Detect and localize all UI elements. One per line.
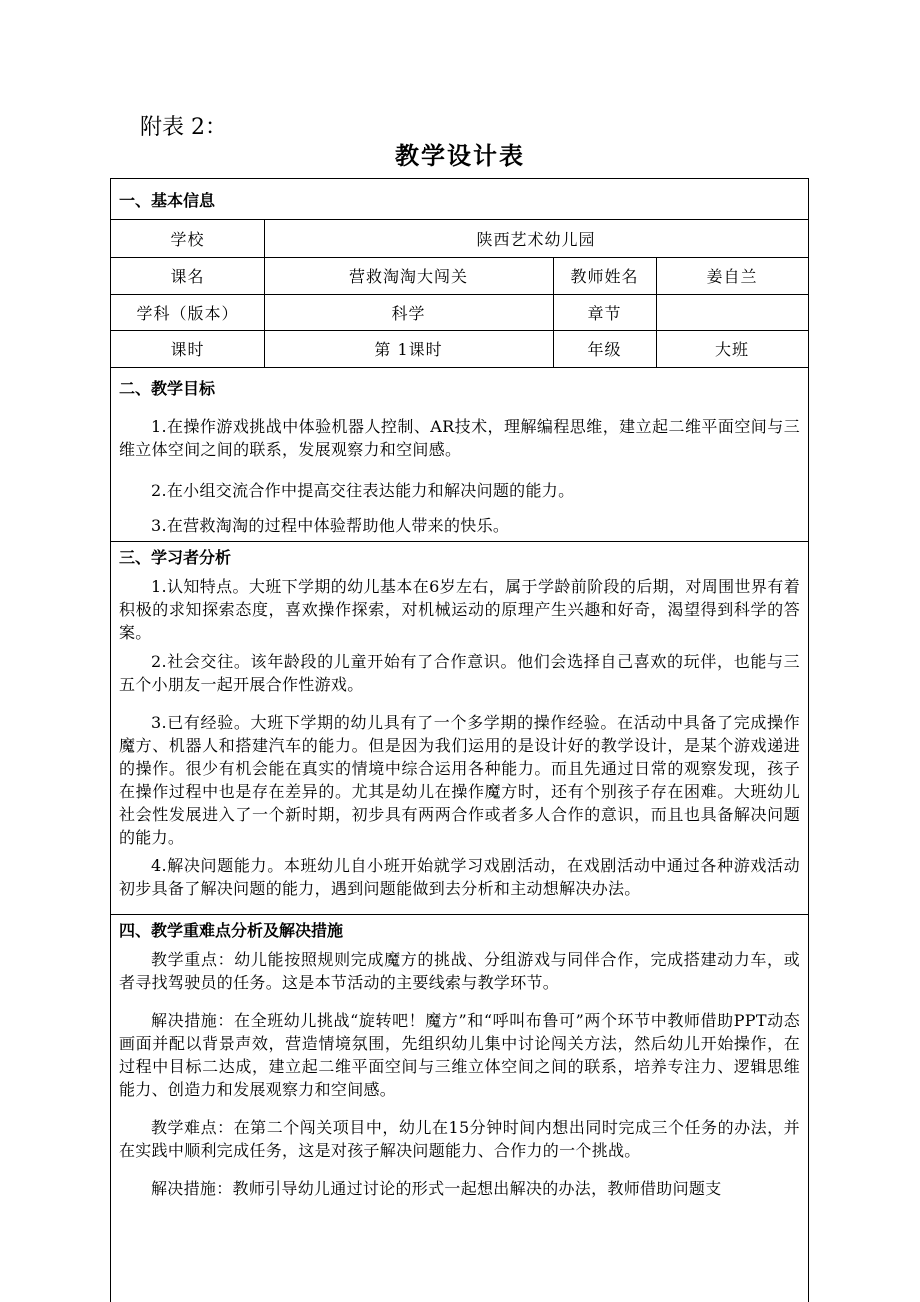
learner-item-1: 1.认知特点。大班下学期的幼儿基本在6岁左右，属于学龄前阶段的后期，对周围世界有着积极的求知探索态度，喜欢操作探索，对机械运动的原理产生兴趣和好奇，渴望得到科学的答案。	[119, 577, 800, 642]
learner-item-2: 2.社会交往。该年龄段的儿童开始有了合作意识。他们会选择自己喜欢的玩伴，也能与三五个小朋友一起开展合作性游戏。	[119, 652, 800, 694]
course-value: 营救淘淘大闯关	[348, 267, 468, 286]
learner-item-4: 4.解决问题能力。本班幼儿自小班开始就学习戏剧活动，在戏剧活动中通过各种游戏活动初步具备了解决问题的能力，遇到问题能做到去分析和主动想解决办法。	[119, 856, 800, 898]
grade-value: 大班	[714, 340, 749, 359]
school-label: 学校	[170, 229, 205, 249]
difficulty-text: 教学难点：在第二个闯关项目中，幼儿在15分钟时间内想出同时完成三个任务的办法，并在实践中顺利完成任务，这是对孩子解决问题能力、合作力的一个挑战。	[119, 1118, 800, 1160]
section3-heading: 三、学习者分析	[119, 547, 232, 567]
goal-item-2: 2.在小组交流合作中提高交往表达能力和解决问题的能力。	[151, 481, 575, 500]
course-label: 课名	[170, 267, 205, 286]
teacher-value: 姜自兰	[706, 267, 758, 286]
period-label: 课时	[170, 340, 205, 359]
grade-label: 年级	[587, 340, 622, 359]
section4-heading: 四、教学重难点分析及解决措施	[119, 920, 344, 940]
key-point-text: 教学重点：幼儿能按照规则完成魔方的挑战、分组游戏与同伴合作，完成搭建动力车，或者寻找驾驶员的任务。这是本节活动的主要线索与教学环节。	[119, 950, 800, 992]
appendix-label: 附表 2：	[140, 115, 227, 140]
document-title: 教学设计表	[395, 142, 525, 170]
learner-item-3: 3.已有经验。大班下学期的幼儿具有了一个多学期的操作经验。在活动中具备了完成操作魔方、机器人和搭建汽车的能力。但是因为我们运用的是设计好的教学设计，是某个游戏递进的操作。很少有机会能在真实的情境中综合运用各种能力。而且先通过日常的观察发现，孩子在操作过程中也是存在差异的。尤其是幼儿在操作魔方时，还有个别孩子存在困难。大班幼儿社会性发展进入了一个新时期，初步具有两两合作或者多人合作的意识，而且也具备解决问题的能力。	[119, 713, 800, 847]
solution-text-1: 解决措施：在全班幼儿挑战“旋转吧！魔方”和“呼叫布鲁可”两个环节中教师借助PPT动态画面并配以背景声效，营造情境氛围，先组织幼儿集中讨论闯关方法，然后幼儿开始操作，在过程中目标二达成，建立起二维平面空间与三维立体空间之间的联系，培养专注力、逻辑思维能力、创造力和发展观察力和空间感。	[119, 1011, 800, 1099]
subject-value: 科学	[391, 303, 426, 323]
solution-text-2: 解决措施：教师引导幼儿通过讨论的形式一起想出解决的办法，教师借助问题支	[151, 1179, 722, 1198]
goal-item-1: 1.在操作游戏挑战中体验机器人控制、AR技术，理解编程思维，建立起二维平面空间与三维立体空间之间的联系，发展观察力和空间感。	[119, 417, 800, 459]
section2-heading: 二、教学目标	[119, 378, 216, 398]
section1-heading: 一、基本信息	[119, 190, 216, 210]
design-table	[110, 178, 809, 1302]
goal-item-3: 3.在营救淘淘的过程中体验帮助他人带来的快乐。	[151, 516, 510, 535]
chapter-label: 章节	[587, 303, 622, 323]
teacher-label: 教师姓名	[570, 267, 639, 286]
school-value: 陕西艺术幼儿园	[476, 229, 596, 249]
period-value: 第 1课时	[374, 340, 443, 359]
chapter-value	[656, 294, 808, 330]
subject-label: 学科（版本）	[136, 303, 239, 323]
